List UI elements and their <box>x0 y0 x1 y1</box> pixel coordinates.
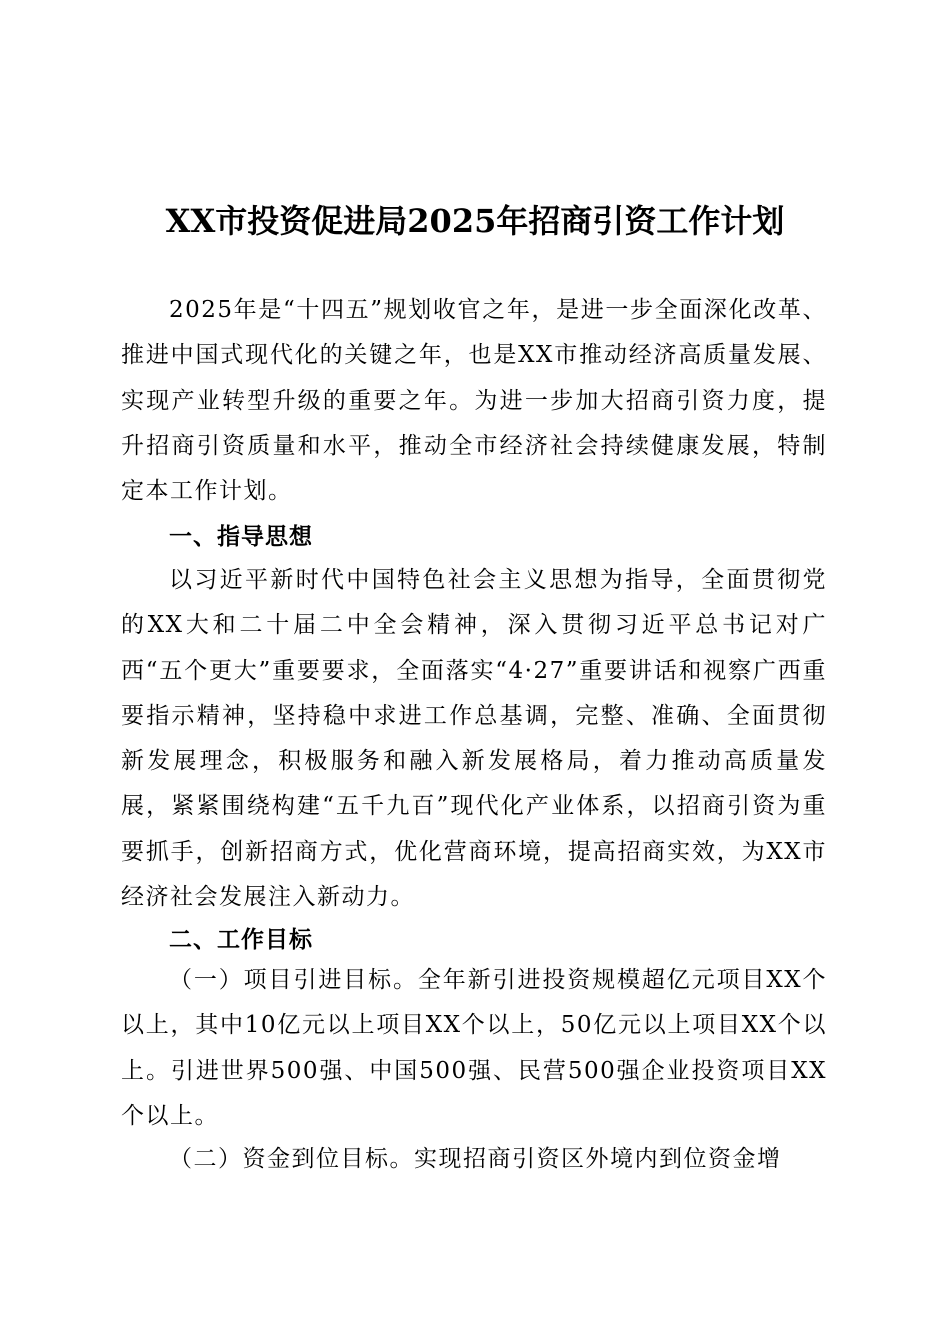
funding-goal-paragraph: （二）资金到位目标。实现招商引资区外境内到位资金增 <box>169 1146 782 1172</box>
section-heading-work-goals: 二、工作目标 <box>169 927 313 953</box>
section-heading-guiding-thought: 一、指导思想 <box>169 524 313 550</box>
intro-paragraph: 2025年是“十四五”规划收官之年，是进一步全面深化改革、推进中国式现代化的关键之年，也是XX市推动经济高质量发展、实现产业转型升级的重要之年。为进一步加大招商引资力度，提升招商引资质量和水平，推动全市经济社会持续健康发展，特制定本工作计划。 <box>121 297 827 505</box>
project-goal-paragraph: （一）项目引进目标。全年新引进投资规模超亿元项目XX个以上，其中10亿元以上项目XX个以上，50亿元以上项目XX个以上。引进世界500强、中国500强、民营500强企业投资项目XX个以上。 <box>121 967 827 1129</box>
document-title: XX市投资促进局2025年招商引资工作计划 <box>165 202 785 240</box>
guiding-thought-paragraph: 以习近平新时代中国特色社会主义思想为指导，全面贯彻党的XX大和二十届二中全会精神，深入贯彻习近平总书记对广西“五个更大”重要要求，全面落实“4·27”重要讲话和视察广西重要指示精神，坚持稳中求进工作总基调，完整、准确、全面贯彻新发展理念，积极服务和融入新发展格局，着力推动高质量发展，紧紧围绕构建“五千九百”现代化产业体系，以招商引资为重要抓手，创新招商方式，优化营商环境，提高招商实效，为XX市经济社会发展注入新动力。 <box>121 567 827 911</box>
